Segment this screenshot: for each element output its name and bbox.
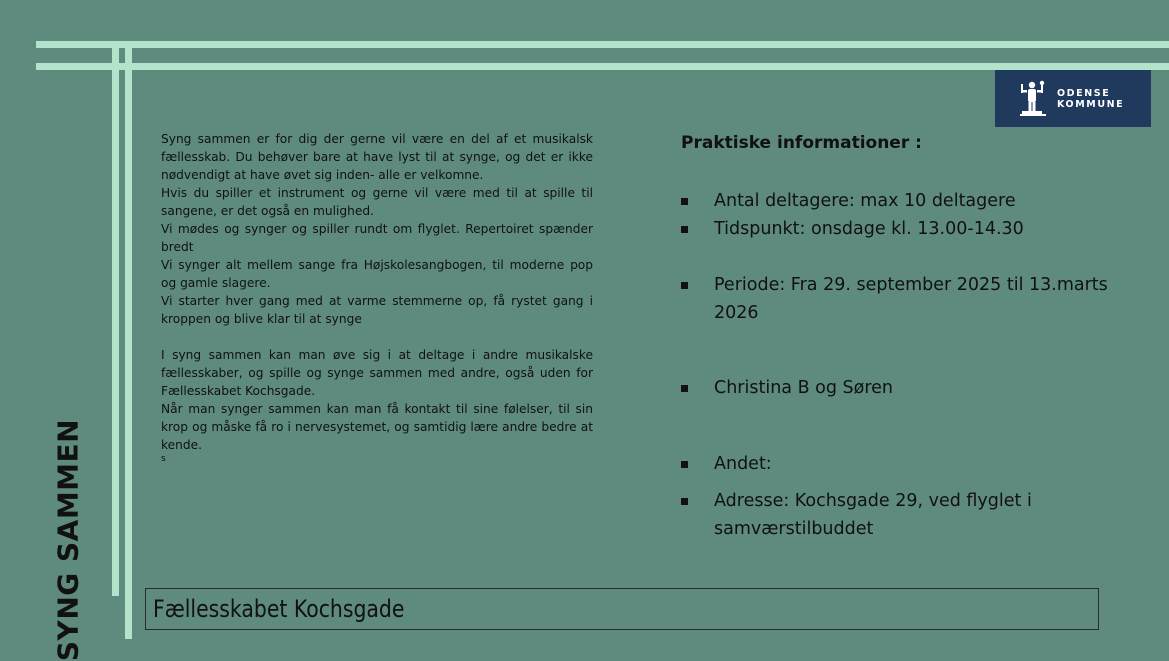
vertical-line-1 xyxy=(112,41,119,596)
info-title: Praktiske informationer : xyxy=(681,133,922,153)
paragraph: Vi mødes og synger og spiller rundt om flyglet. Repertoiret spænder bredt xyxy=(161,222,593,254)
description-text xyxy=(161,130,593,464)
bullet-icon xyxy=(681,282,688,289)
info-item: Christina B og Søren xyxy=(681,374,1121,402)
paragraph: Vi starter hver gang med at varme stemmerne op, få rystet gang i kroppen og blive klar til at synge xyxy=(161,294,593,326)
info-item: Periode: Fra 29. september 2025 til 13.marts 2026 xyxy=(681,271,1121,327)
coat-of-arms-icon xyxy=(1019,80,1049,118)
info-item: Antal deltagere: max 10 deltagere xyxy=(681,187,1121,215)
bullet-icon xyxy=(681,385,688,392)
logo-text xyxy=(1057,88,1124,110)
footer-title: Fællesskabet Kochsgade xyxy=(153,595,405,623)
paragraph: Syng sammen er for dig der gerne vil være en del af et musikalsk fællesskab. Du behøver bare at have lyst til at synge, og det er ikke nødvendigt at have øvet sig inden- alle er velkomne. xyxy=(161,132,593,182)
bullet-icon xyxy=(681,461,688,468)
footer-title-box xyxy=(145,588,1099,630)
logo-line-2: KOMMUNE xyxy=(1057,98,1125,110)
top-line-1 xyxy=(36,41,1169,48)
bullet-icon xyxy=(681,498,688,505)
paragraph: Når man synger sammen kan man få kontakt til sine følelser, til sin krop og måske få ro i nervesystemet, og samtidig lære andre bedre at kende. xyxy=(161,402,593,452)
bullet-icon xyxy=(681,226,688,233)
odense-kommune-logo xyxy=(995,70,1151,127)
info-item: Adresse: Kochsgade 29, ved flyglet i samværstilbuddet xyxy=(681,487,1061,543)
vertical-title: SYNG SAMMEN xyxy=(51,418,85,661)
vertical-line-2 xyxy=(125,41,132,639)
logo-line-1: ODENSE xyxy=(1057,87,1111,99)
paragraph: Vi synger alt mellem sange fra Højskolesangbogen, til moderne pop og gamle slagere. xyxy=(161,258,593,290)
paragraph: Hvis du spiller et instrument og gerne vil være med til at spille til sangene, er det også en mulighed. xyxy=(161,186,593,218)
info-item: Andet: xyxy=(681,450,1121,478)
bullet-icon xyxy=(681,198,688,205)
paragraph: s xyxy=(161,454,166,464)
paragraph: I syng sammen kan man øve sig i at deltage i andre musikalske fællesskaber, og spille og synge sammen med andre, også uden for Fællesskabet Kochsgade. xyxy=(161,348,593,398)
info-item: Tidspunkt: onsdage kl. 13.00-14.30 xyxy=(681,215,1121,243)
top-line-2 xyxy=(36,63,1169,70)
